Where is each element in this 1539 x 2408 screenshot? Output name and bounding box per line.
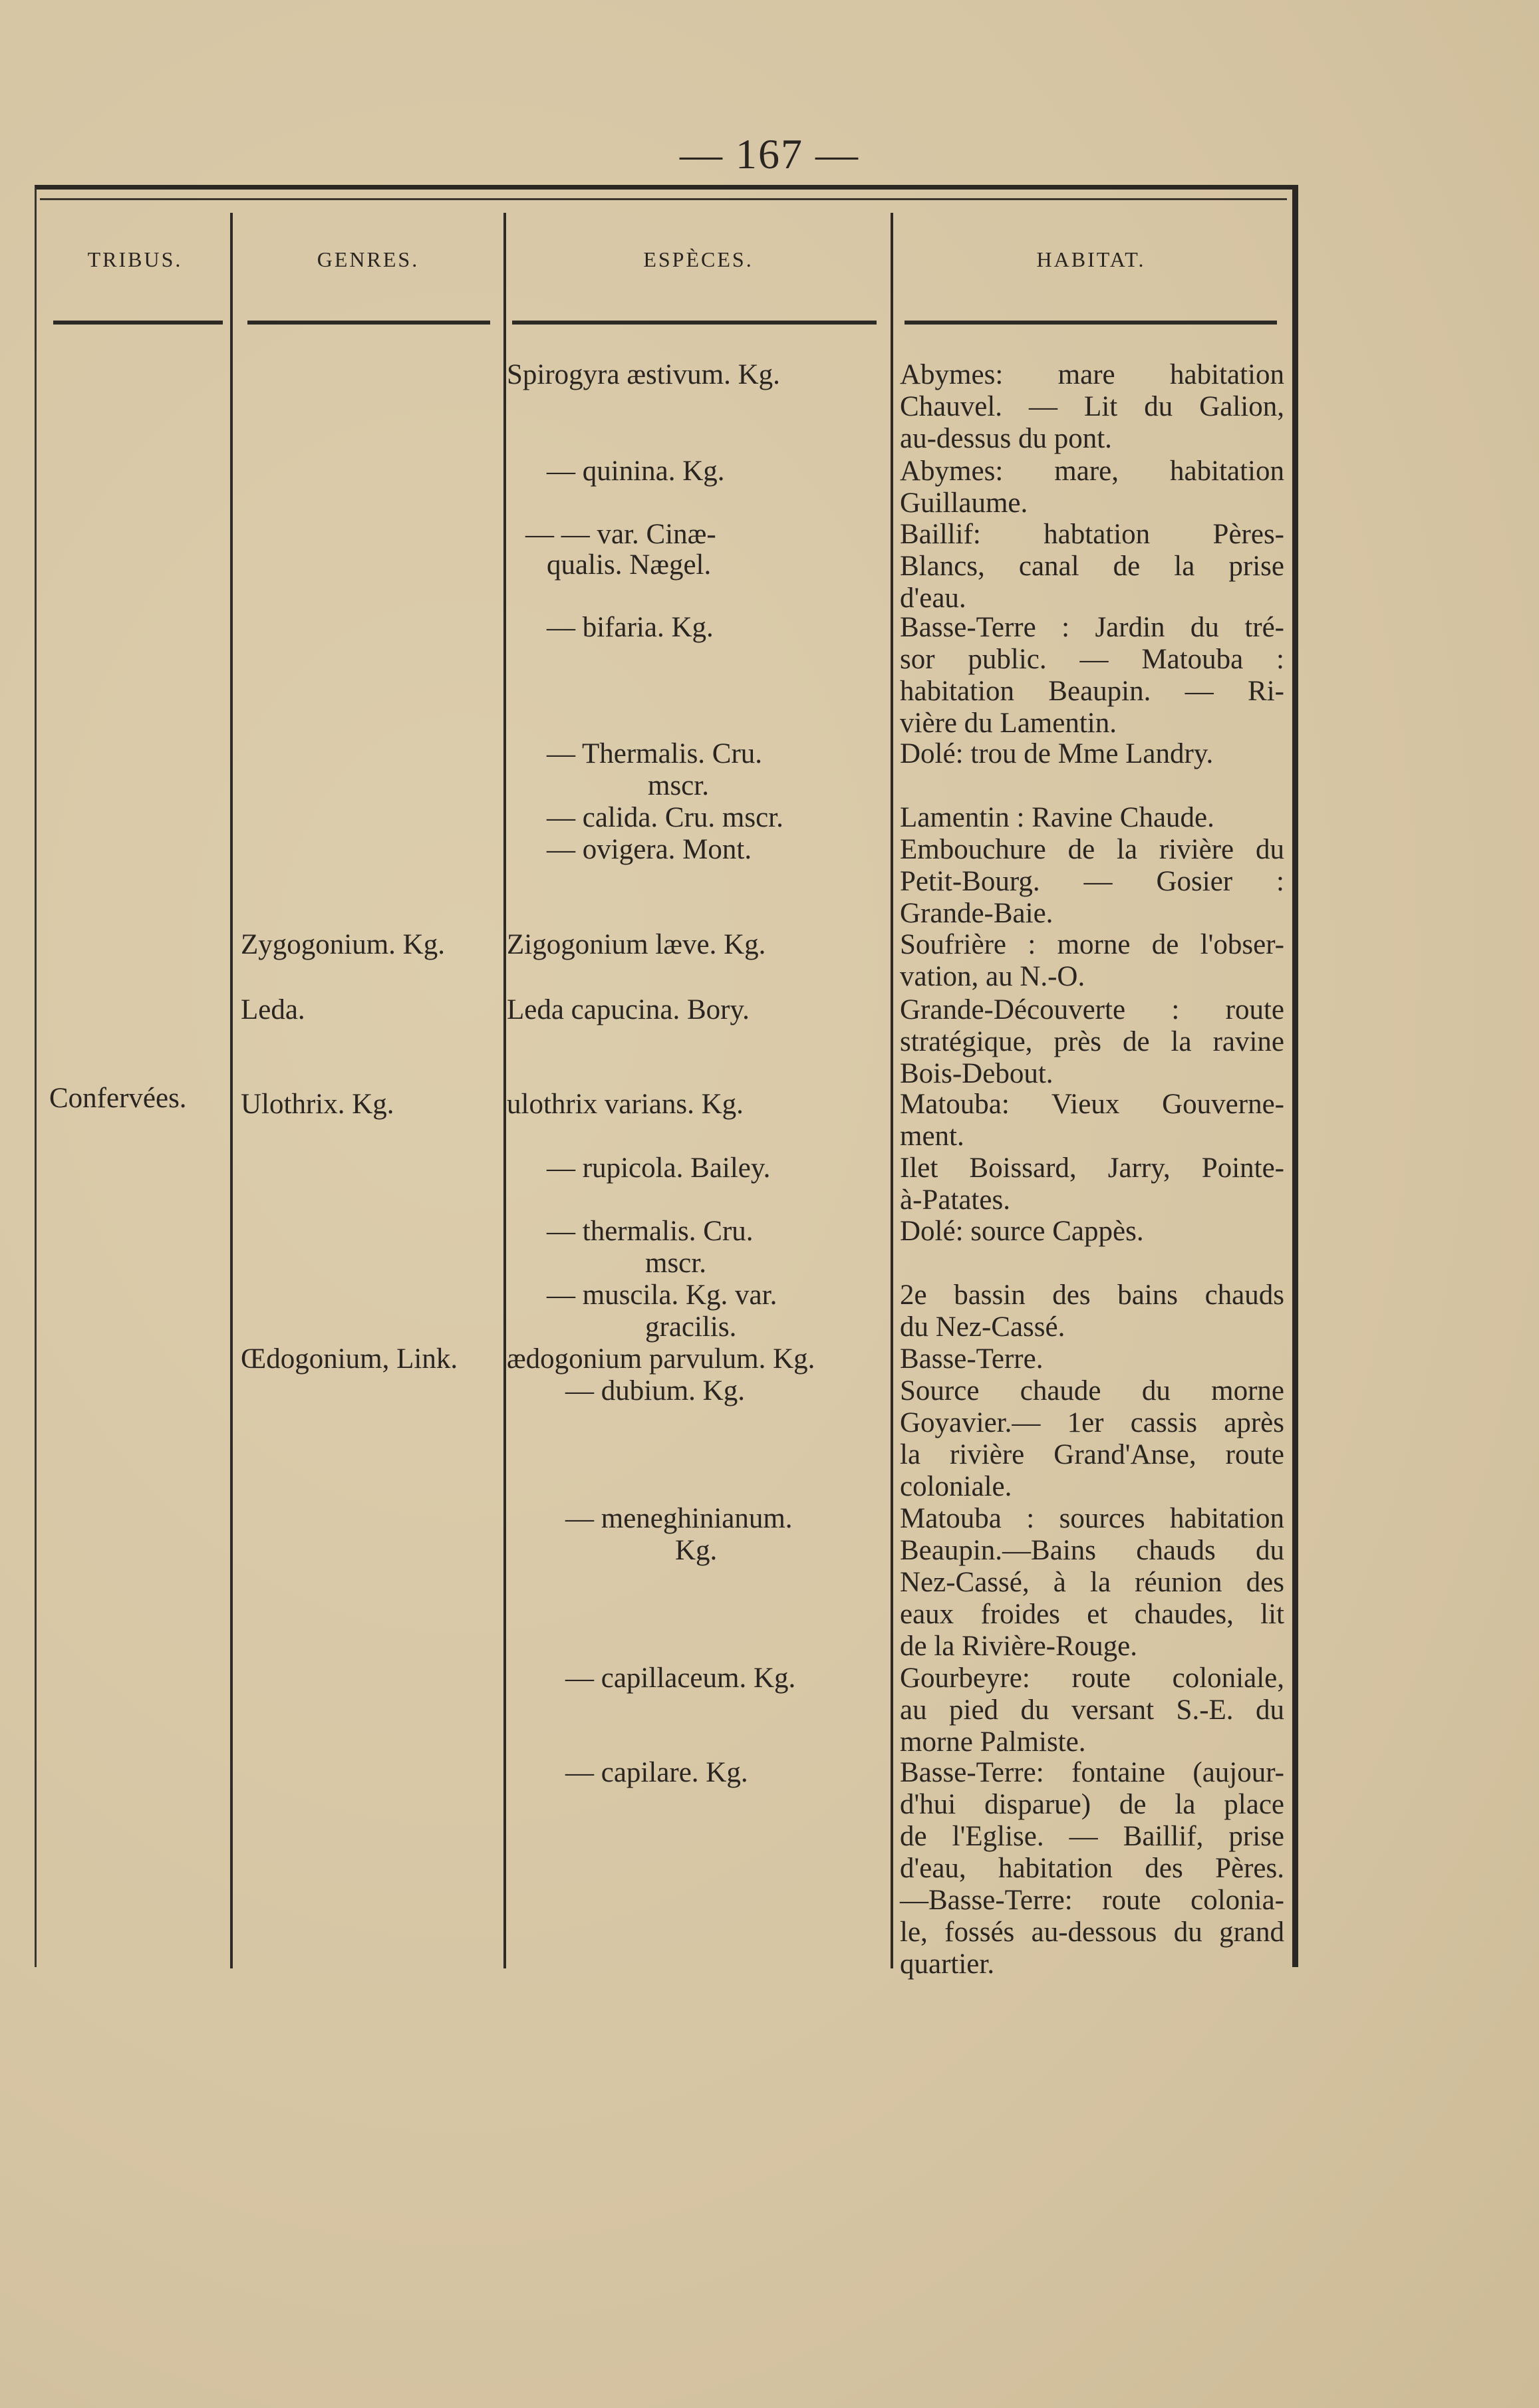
header-rule — [53, 321, 223, 325]
species-entry: Zigogonium læve. Kg. — [507, 929, 766, 960]
habitat-line: Basse-Terre. — [900, 1343, 1044, 1375]
habitat-line: eaux froides et chaudes, lit — [900, 1599, 1284, 1630]
species-entry: — quinina. Kg. — [547, 456, 725, 487]
habitat-line: Bois-Debout. — [900, 1058, 1053, 1089]
habitat-line: la rivière Grand'Anse, route — [900, 1439, 1284, 1470]
habitat-entry — [900, 802, 1284, 834]
habitat-line: du Nez-Cassé. — [900, 1311, 1065, 1343]
habitat-line: Grande-Baie. — [900, 898, 1053, 929]
habitat-entry — [900, 1152, 1284, 1216]
habitat-line: Matouba : sources habitation — [900, 1503, 1284, 1534]
habitat-line: —Basse-Terre: route colonia- — [900, 1885, 1284, 1916]
habitat-line: habitation Beaupin. — Ri- — [900, 676, 1284, 707]
habitat-line: coloniale. — [900, 1471, 1012, 1502]
habitat-line: de la Rivière-Rouge. — [900, 1631, 1138, 1662]
habitat-line: Petit-Bourg. — Gosier : — [900, 866, 1284, 897]
habitat-line: quartier. — [900, 1948, 995, 1980]
habitat-line: Basse-Terre: fontaine (aujour- — [900, 1757, 1284, 1788]
header-genres: GENRES. — [317, 247, 420, 271]
habitat-line: vière du Lamentin. — [900, 708, 1117, 739]
species-entry: ædogonium parvulum. Kg. — [507, 1343, 815, 1375]
species-entry: — calida. Cru. mscr. — [547, 802, 783, 833]
habitat-entry — [900, 359, 1284, 455]
habitat-line: d'eau. — [900, 583, 966, 614]
habitat-line: Source chaude du morne — [900, 1375, 1284, 1406]
species-entry: — dubium. Kg. — [565, 1375, 745, 1406]
species-entry: — thermalis. Cru. — [547, 1216, 754, 1247]
habitat-entry — [900, 456, 1284, 519]
habitat-line: Matouba: Vieux Gouverne- — [900, 1089, 1284, 1120]
column-divider — [891, 213, 893, 1968]
tribe-name: Confervées. — [49, 1083, 187, 1114]
habitat-entry — [900, 1343, 1284, 1375]
species-entry: — muscila. Kg. var. — [547, 1279, 777, 1311]
species-entry: — Thermalis. Cru. — [547, 738, 763, 769]
habitat-line: Beaupin.—Bains chauds du — [900, 1535, 1284, 1566]
header-rule — [247, 321, 490, 325]
habitat-line: Guillaume. — [900, 487, 1028, 519]
habitat-line: d'eau, habitation des Pères. — [900, 1853, 1284, 1884]
habitat-entry — [900, 994, 1284, 1090]
habitat-line: Abymes: mare habitation — [900, 359, 1284, 390]
habitat-line: Baillif: habtation Pères- — [900, 519, 1284, 550]
habitat-entry — [900, 1663, 1284, 1758]
habitat-line: au-dessus du pont. — [900, 423, 1112, 454]
header-rule — [512, 321, 877, 325]
habitat-line: Grande-Découverte : route — [900, 994, 1284, 1025]
species-entry: Spirogyra æstivum. Kg. — [507, 359, 780, 390]
header-tribus: TRIBUS. — [87, 247, 183, 271]
habitat-line: Blancs, canal de la prise — [900, 551, 1284, 582]
species-entry-cont: Kg. — [675, 1535, 718, 1566]
habitat-line: Goyavier.— 1er cassis après — [900, 1407, 1284, 1438]
habitat-line: Embouchure de la rivière du — [900, 834, 1284, 865]
habitat-line: sor public. — Matouba : — [900, 644, 1284, 675]
habitat-line: vation, au N.-O. — [900, 961, 1085, 992]
species-entry: ulothrix varians. Kg. — [507, 1089, 744, 1120]
genus-leda: Leda. — [241, 994, 305, 1025]
habitat-line: 2e bassin des bains chauds — [900, 1279, 1284, 1311]
header-especes: ESPÈCES. — [643, 247, 754, 271]
genus-zygogonium: Zygogonium. Kg. — [241, 929, 445, 960]
species-entry: — rupicola. Bailey. — [547, 1152, 771, 1184]
habitat-line: de l'Eglise. — Baillif, prise — [900, 1821, 1284, 1852]
habitat-entry — [900, 834, 1284, 930]
habitat-entry — [900, 1757, 1284, 1980]
habitat-line: à-Patates. — [900, 1184, 1010, 1216]
habitat-line: Dolé: trou de Mme Landry. — [900, 738, 1214, 769]
species-entry-cont: mscr. — [645, 1248, 706, 1279]
habitat-line: Gourbeyre: route coloniale, — [900, 1663, 1284, 1694]
header-rule — [905, 321, 1277, 325]
habitat-line: Nez-Cassé, à la réunion des — [900, 1567, 1284, 1598]
habitat-entry — [900, 929, 1284, 993]
column-divider — [230, 213, 233, 1968]
habitat-line: Lamentin : Ravine Chaude. — [900, 802, 1214, 833]
habitat-line: au pied du versant S.-E. du — [900, 1694, 1284, 1726]
habitat-entry — [900, 1279, 1284, 1343]
habitat-entry — [900, 519, 1284, 614]
habitat-line: d'hui disparue) de la place — [900, 1789, 1284, 1820]
species-entry: — — var. Cinæ- — [525, 519, 716, 550]
species-entry-cont: mscr. — [648, 770, 709, 801]
habitat-line: stratégique, près de la ravine — [900, 1026, 1284, 1057]
page-number: — 167 — — [680, 130, 859, 178]
genus-oedogonium: Œdogonium, Link. — [241, 1343, 458, 1375]
species-entry: — bifaria. Kg. — [547, 612, 714, 643]
habitat-line: morne Palmiste. — [900, 1726, 1086, 1758]
species-entry: — capilare. Kg. — [565, 1757, 748, 1788]
species-entry-cont: gracilis. — [645, 1311, 737, 1343]
frame-inner-rule — [40, 198, 1287, 200]
habitat-line: ment. — [900, 1121, 964, 1152]
species-entry: Leda capucina. Bory. — [507, 994, 750, 1025]
habitat-line: Abymes: mare, habitation — [900, 456, 1284, 487]
species-entry: — capillaceum. Kg. — [565, 1663, 796, 1694]
habitat-entry — [900, 1089, 1284, 1152]
header-habitat: HABITAT. — [1036, 247, 1146, 271]
habitat-line: Soufrière : morne de l'obser- — [900, 929, 1284, 960]
species-entry: — ovigera. Mont. — [547, 834, 752, 865]
species-entry: — meneghinianum. — [565, 1503, 793, 1534]
genus-ulothrix: Ulothrix. Kg. — [241, 1089, 394, 1120]
habitat-line: Chauvel. — Lit du Galion, — [900, 391, 1284, 422]
habitat-entry — [900, 738, 1284, 770]
habitat-line: Basse-Terre : Jardin du tré- — [900, 612, 1284, 643]
column-divider — [503, 213, 506, 1968]
habitat-entry — [900, 612, 1284, 739]
habitat-line: le, fossés au-dessous du grand — [900, 1917, 1284, 1948]
habitat-line: Ilet Boissard, Jarry, Pointe- — [900, 1152, 1284, 1184]
habitat-entry — [900, 1216, 1284, 1248]
species-entry-cont: qualis. Nægel. — [547, 549, 712, 581]
habitat-entry — [900, 1503, 1284, 1663]
habitat-entry — [900, 1375, 1284, 1503]
habitat-line: Dolé: source Cappès. — [900, 1216, 1144, 1247]
